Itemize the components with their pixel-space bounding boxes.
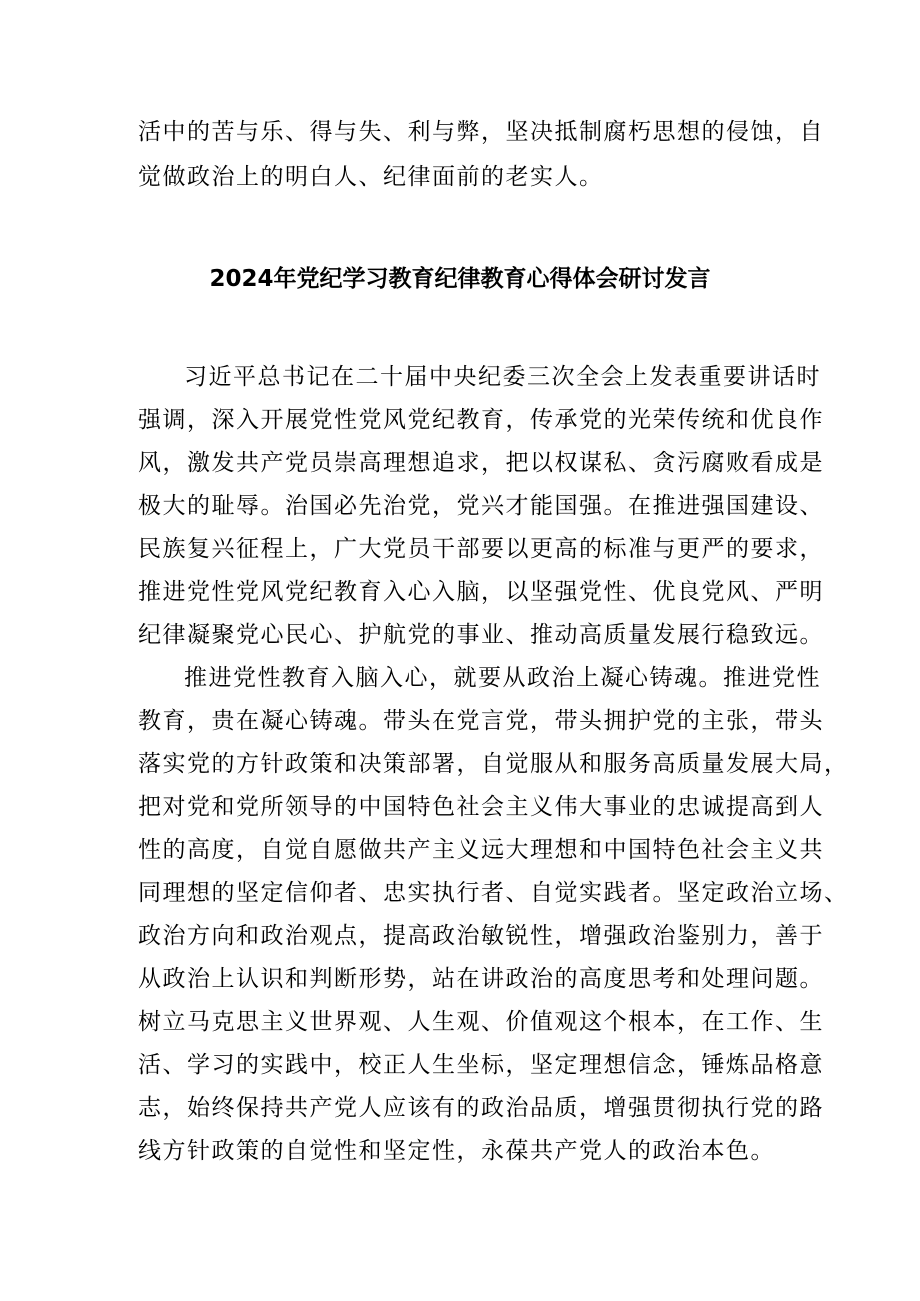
paragraph2-line-1: 推进党性教育入脑入心，就要从政治上凝心铸魂。推进党性	[184, 665, 821, 691]
paragraph1-line-2: 强调，深入开展党性党风党纪教育，传承党的光荣传统和优良作	[138, 407, 824, 433]
paragraph2-line-8: 从政治上认识和判断形势，站在讲政治的高度思考和处理问题。	[138, 966, 824, 992]
paragraph1-line-6: 推进党性党风党纪教育入心入脑，以坚强党性、优良党风、严明	[138, 579, 824, 605]
paragraph2-line-4: 把对党和党所领导的中国特色社会主义伟大事业的忠诚提高到人	[138, 794, 824, 820]
paragraph1-line-1: 习近平总书记在二十届中央纪委三次全会上发表重要讲话时	[184, 364, 821, 390]
paragraph1-line-5: 民族复兴征程上，广大党员干部要以更高的标准与更严的要求，	[138, 536, 824, 562]
paragraph2-line-5: 性的高度，自觉自愿做共产主义远大理想和中国特色社会主义共	[138, 837, 824, 863]
paragraph2-line-6: 同理想的坚定信仰者、忠实执行者、自觉实践者。坚定政治立场、	[138, 880, 849, 906]
paragraph1-line-4: 极大的耻辱。治国必先治党，党兴才能国强。在推进强国建设、	[138, 493, 824, 519]
paragraph2-line-3: 落实党的方针政策和决策部署，自觉服从和服务高质量发展大局，	[138, 751, 849, 777]
prev-paragraph-line-1: 活中的苦与乐、得与失、利与弊，坚决抵制腐朽思想的侵蚀，自	[138, 119, 824, 145]
paragraph1-line-7: 纪律凝聚党心民心、护航党的事业、推动高质量发展行稳致远。	[138, 622, 824, 648]
paragraph1-line-3: 风，激发共产党员崇高理想追求，把以权谋私、贪污腐败看成是	[138, 450, 824, 476]
prev-paragraph-line-2: 觉做政治上的明白人、纪律面前的老实人。	[138, 164, 604, 190]
paragraph2-line-12: 线方针政策的自觉性和坚定性，永葆共产党人的政治本色。	[138, 1138, 775, 1164]
paragraph2-line-11: 志，始终保持共产党人应该有的政治品质，增强贯彻执行党的路	[138, 1095, 824, 1121]
document-title: 2024年党纪学习教育纪律教育心得体会研讨发言	[209, 266, 711, 292]
paragraph2-line-2: 教育，贵在凝心铸魂。带头在党言党，带头拥护党的主张，带头	[138, 708, 824, 734]
paragraph2-line-9: 树立马克思主义世界观、人生观、价值观这个根本，在工作、生	[138, 1009, 824, 1035]
paragraph2-line-10: 活、学习的实践中，校正人生坐标，坚定理想信念，锤炼品格意	[138, 1052, 824, 1078]
paragraph2-line-7: 政治方向和政治观点，提高政治敏锐性，增强政治鉴别力，善于	[138, 923, 824, 949]
